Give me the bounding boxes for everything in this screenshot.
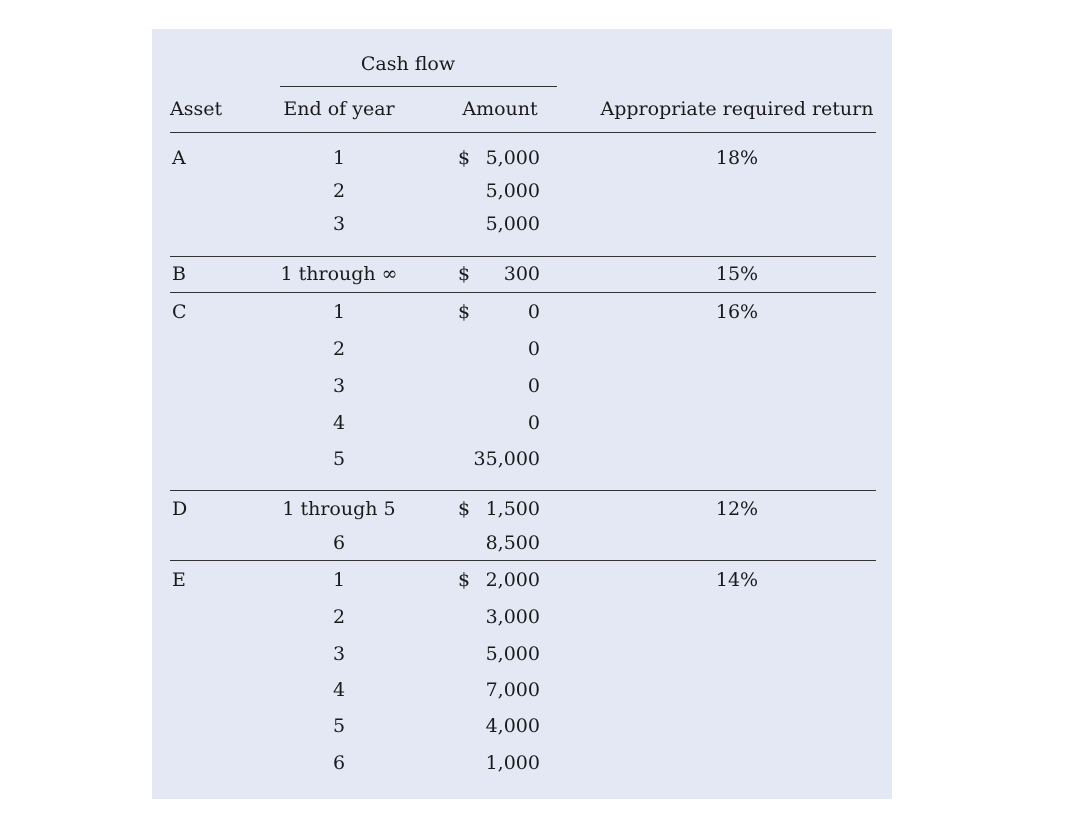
asset-name: A	[172, 147, 186, 169]
amount-cell: 5,000	[485, 147, 540, 169]
end-of-year-cell: 3	[332, 643, 346, 665]
amount-cell: 300	[503, 263, 540, 285]
asset-name: E	[172, 569, 186, 591]
end-of-year-cell: 6	[332, 532, 346, 554]
required-return-value: 14%	[715, 569, 759, 591]
end-of-year-cell: 6	[332, 752, 346, 774]
end-of-year-cell: 2	[332, 338, 346, 360]
dollar-sign: $	[458, 147, 471, 169]
end-of-year-cell: 1	[332, 147, 346, 169]
header-required-return: Appropriate required return	[600, 98, 874, 120]
required-return-value: 18%	[715, 147, 759, 169]
header-asset: Asset	[170, 98, 223, 120]
amount-cell: 4,000	[485, 715, 540, 737]
amount-cell: 0	[527, 301, 540, 323]
group-separator-rule	[170, 292, 876, 293]
header-end-of-year: End of year	[283, 98, 395, 120]
required-return-value: 15%	[715, 263, 759, 285]
amount-cell: 0	[527, 412, 540, 434]
end-of-year-cell: 4	[332, 412, 346, 434]
cash-flow-group-header: Cash flow	[360, 53, 456, 75]
end-of-year-cell: 3	[332, 213, 346, 235]
amount-cell: 5,000	[485, 213, 540, 235]
amount-cell: 0	[527, 338, 540, 360]
end-of-year-cell: 5	[332, 448, 346, 470]
amount-cell: 7,000	[485, 679, 540, 701]
end-of-year-cell: 3	[332, 375, 346, 397]
group-separator-rule	[170, 560, 876, 561]
asset-name: D	[172, 498, 188, 520]
amount-cell: 35,000	[473, 448, 540, 470]
end-of-year-cell: 1	[332, 301, 346, 323]
required-return-value: 16%	[715, 301, 759, 323]
dollar-sign: $	[458, 301, 471, 323]
amount-cell: 5,000	[485, 643, 540, 665]
amount-cell: 0	[527, 375, 540, 397]
end-of-year-cell: 4	[332, 679, 346, 701]
dollar-sign: $	[458, 498, 471, 520]
dollar-sign: $	[458, 263, 471, 285]
asset-name: B	[172, 263, 186, 285]
amount-cell: 5,000	[485, 180, 540, 202]
end-of-year-cell: 1	[332, 569, 346, 591]
end-of-year-cell: 1 through ∞	[280, 263, 398, 285]
header-rule	[170, 132, 876, 133]
end-of-year-cell: 2	[332, 606, 346, 628]
amount-cell: 8,500	[485, 532, 540, 554]
amount-cell: 1,000	[485, 752, 540, 774]
end-of-year-cell: 1 through 5	[282, 498, 396, 520]
amount-cell: 1,500	[485, 498, 540, 520]
end-of-year-cell: 2	[332, 180, 346, 202]
amount-cell: 3,000	[485, 606, 540, 628]
cash-flow-header-rule	[280, 86, 557, 87]
dollar-sign: $	[458, 569, 471, 591]
group-separator-rule	[170, 490, 876, 491]
group-separator-rule	[170, 256, 876, 257]
end-of-year-cell: 5	[332, 715, 346, 737]
required-return-value: 12%	[715, 498, 759, 520]
asset-name: C	[172, 301, 187, 323]
amount-cell: 2,000	[485, 569, 540, 591]
header-amount: Amount	[462, 98, 538, 120]
